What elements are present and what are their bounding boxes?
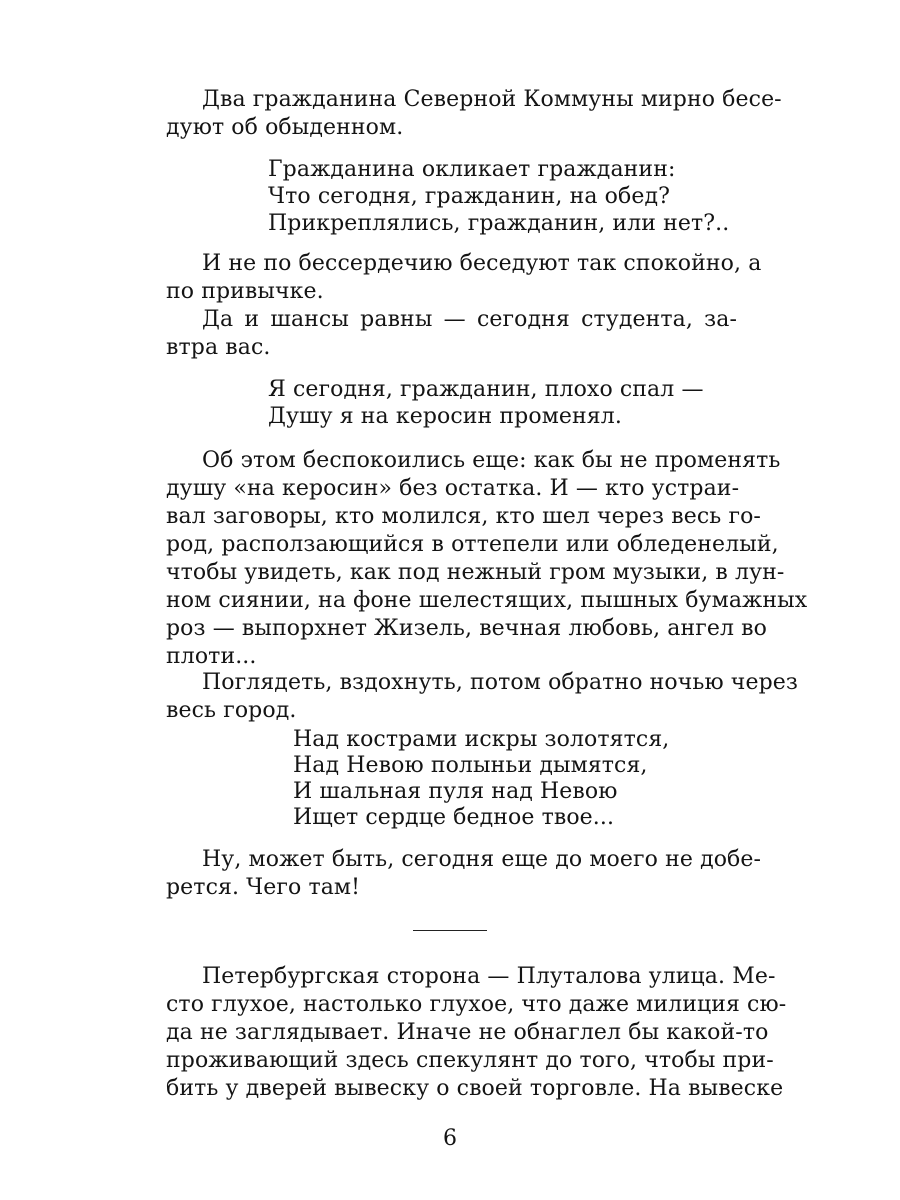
paragraph-line: ном сиянии, на фоне шелестящих, пышных бумажных (166, 588, 808, 613)
paragraph-line: род, расползающийся в оттепели или обледенелый, (166, 532, 779, 557)
verse-line: Над кострами искры золотятся, (293, 727, 670, 752)
paragraph-line: весь город. (166, 698, 297, 723)
paragraph-line: плоти... (166, 644, 257, 669)
paragraph-line: Ну, может быть, сегодня еще до моего не добе- (202, 847, 762, 872)
verse-line: И шальная пуля над Невою (293, 779, 618, 804)
verse-line: Что сегодня, гражданин, на обед? (268, 184, 671, 209)
paragraph-line: вал заговоры, кто молился, кто шел через весь го- (166, 504, 761, 529)
paragraph-line: чтобы увидеть, как под нежный гром музыки, в лун- (166, 560, 785, 585)
paragraph-line: Петербургская сторона — Плуталова улица. Ме- (202, 964, 776, 989)
paragraph-line: роз — выпорхнет Жизель, вечная любовь, ангел во (166, 616, 767, 641)
paragraph-line: дуют об обыденном. (166, 115, 404, 140)
paragraph-line: сто глухое, настолько глухое, что даже милиция сю- (166, 992, 787, 1017)
page-number: 6 (443, 1126, 457, 1151)
verse-line: Ищет сердце бедное твое... (293, 805, 615, 830)
paragraph-line: бить у дверей вывеску о своей торговле. На вывеске (166, 1076, 784, 1101)
paragraph-line: душу «на керосин» без остатка. И — кто устраи- (166, 476, 740, 501)
section-divider (413, 930, 487, 931)
paragraph-line: Об этом беспокоились еще: как бы не променять (202, 448, 781, 473)
paragraph-line: Поглядеть, вздохнуть, потом обратно ночью через (202, 670, 798, 695)
paragraph-line: Два гражданина Северной Коммуны мирно бесе- (202, 87, 782, 112)
verse-line: Прикреплялись, гражданин, или нет?.. (268, 211, 730, 236)
paragraph-line: да не заглядывает. Иначе не обнаглел бы какой-то (166, 1020, 769, 1045)
verse-line: Над Невою полыньи дымятся, (293, 753, 648, 778)
paragraph-line: проживающий здесь спекулянт до того, чтобы при- (166, 1048, 774, 1073)
paragraph-line: рется. Чего там! (166, 875, 361, 900)
verse-line: Душу я на керосин променял. (268, 404, 622, 429)
paragraph-line: Да и шансы равны — сегодня студента, за- (202, 307, 737, 332)
paragraph-line: по привычке. (166, 279, 324, 304)
verse-line: Я сегодня, гражданин, плохо спал — (268, 377, 704, 402)
verse-line: Гражданина окликает гражданин: (268, 157, 676, 182)
paragraph-line: втра вас. (166, 335, 271, 360)
paragraph-line: И не по бессердечию беседуют так спокойно, а (202, 251, 762, 276)
